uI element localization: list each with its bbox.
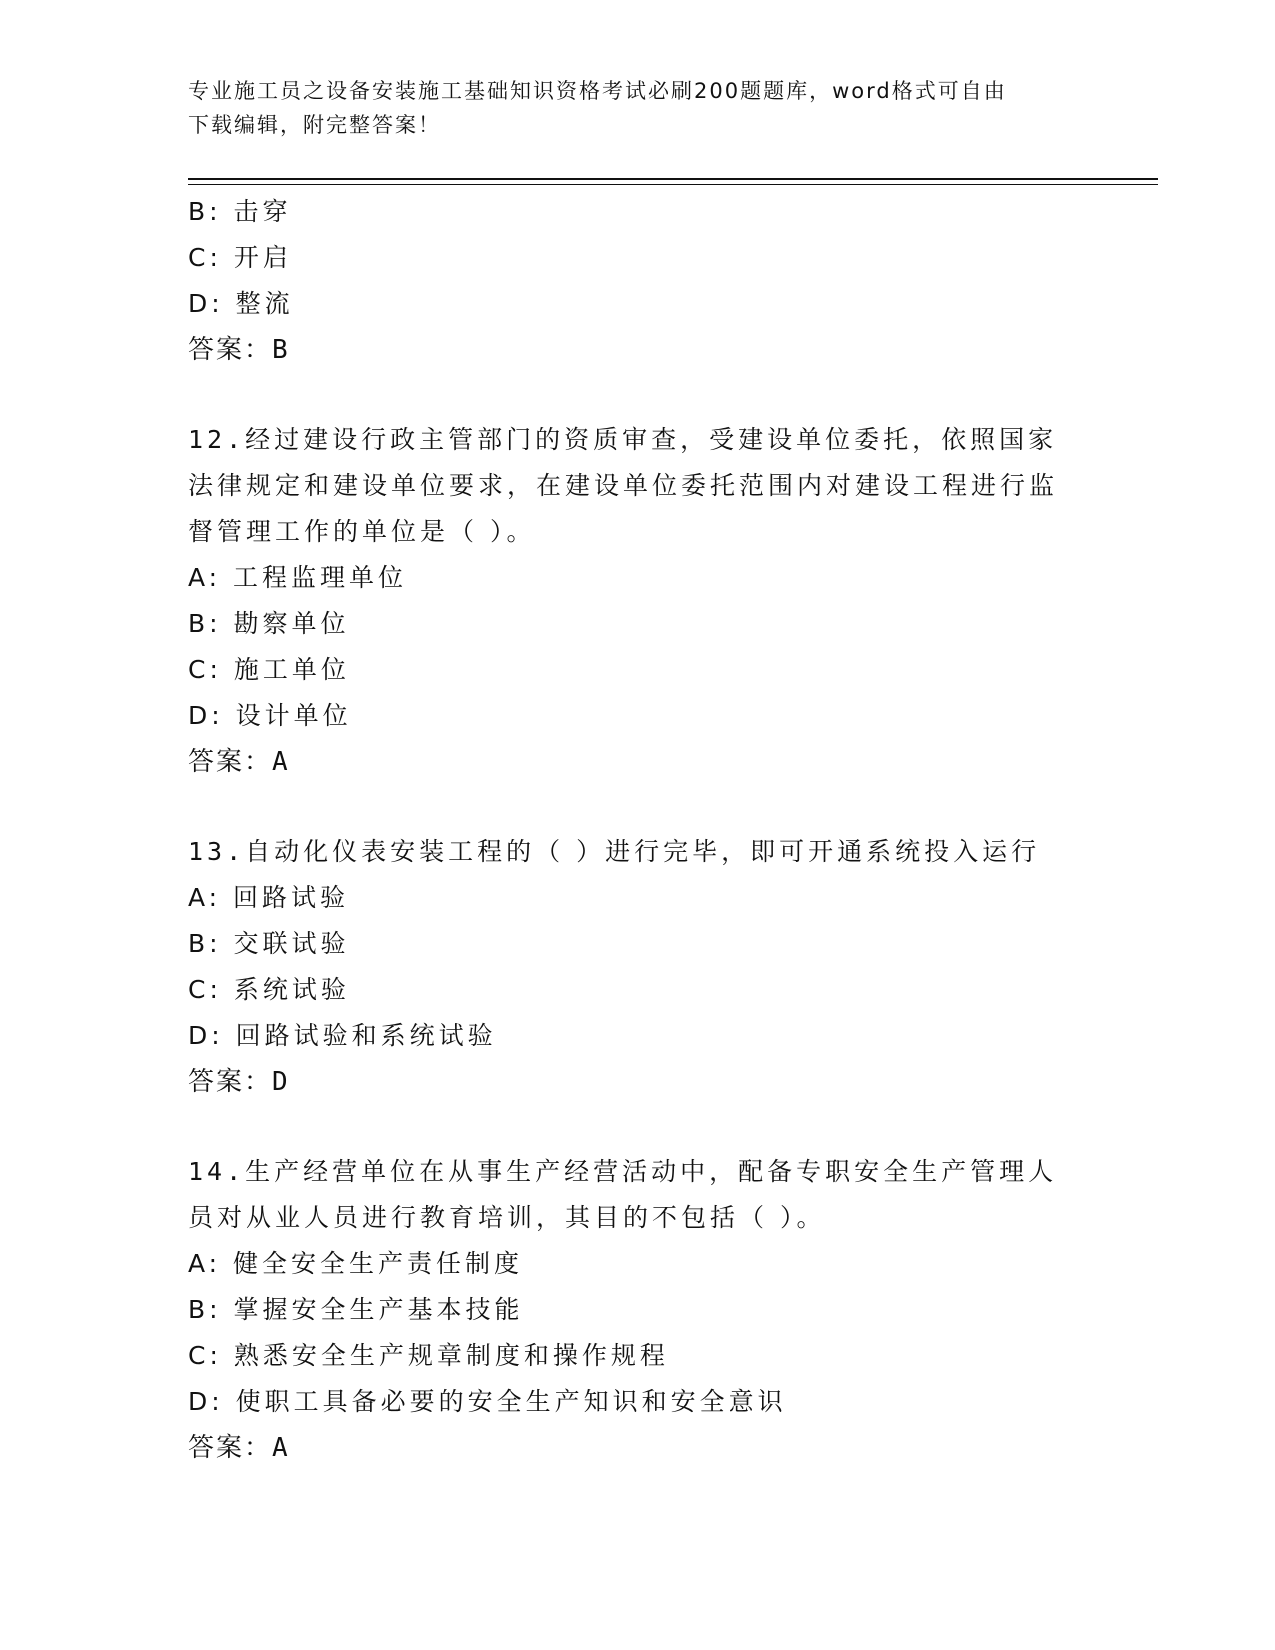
option-d: D: 使职工具备必要的安全生产知识和安全意识 bbox=[188, 1387, 787, 1416]
header-rule-thin bbox=[188, 184, 1158, 185]
spacer bbox=[188, 373, 1108, 417]
question-block-14 bbox=[188, 1149, 1108, 1471]
question-number: 13. bbox=[188, 837, 246, 866]
question-number: 14. bbox=[188, 1157, 246, 1186]
question-stem bbox=[188, 417, 1078, 555]
question-stem bbox=[188, 1149, 1078, 1241]
answer-line: 答案：D bbox=[188, 1067, 290, 1097]
header-line-2: 下载编辑，附完整答案！ bbox=[188, 113, 441, 137]
question-content bbox=[188, 189, 1108, 1471]
option-c: C: 系统试验 bbox=[188, 975, 350, 1004]
header-line-1: 专业施工员之设备安装施工基础知识资格考试必刷200题题库，word格式可自由 bbox=[188, 79, 1007, 103]
option-d: D: 回路试验和系统试验 bbox=[188, 1021, 497, 1050]
document-header bbox=[188, 74, 1068, 142]
option-d: D: 整流 bbox=[188, 289, 294, 318]
option-a: A: 健全安全生产责任制度 bbox=[188, 1249, 524, 1278]
option-b: B: 击穿 bbox=[188, 197, 292, 226]
question-number: 12. bbox=[188, 425, 246, 454]
option-a: A: 回路试验 bbox=[188, 883, 350, 912]
question-text: 经过建设行政主管部门的资质审查，受建设单位委托，依照国家法律规定和建设单位要求，在建设单位委托范围内对建设工程进行监督管理工作的单位是（ ）。 bbox=[188, 425, 1059, 546]
question-block-11 bbox=[188, 189, 1108, 373]
header-rule-thick bbox=[188, 178, 1158, 180]
option-c: C: 熟悉安全生产规章制度和操作规程 bbox=[188, 1341, 669, 1370]
question-text: 生产经营单位在从事生产经营活动中，配备专职安全生产管理人员对从业人员进行教育培训，其目的不包括（ ）。 bbox=[188, 1157, 1058, 1232]
option-d: D: 设计单位 bbox=[188, 701, 352, 730]
question-stem bbox=[188, 829, 1078, 875]
question-text: 自动化仪表安装工程的（ ）进行完毕，即可开通系统投入运行 bbox=[245, 837, 1041, 866]
spacer bbox=[188, 1105, 1108, 1149]
spacer bbox=[188, 785, 1108, 829]
answer-line: 答案：A bbox=[188, 1433, 290, 1463]
option-b: B: 勘察单位 bbox=[188, 609, 350, 638]
question-block-13 bbox=[188, 829, 1108, 1105]
option-c: C: 施工单位 bbox=[188, 655, 350, 684]
answer-line: 答案：B bbox=[188, 335, 290, 365]
question-block-12 bbox=[188, 417, 1108, 785]
answer-line: 答案：A bbox=[188, 747, 290, 777]
option-b: B: 交联试验 bbox=[188, 929, 350, 958]
option-c: C: 开启 bbox=[188, 243, 292, 272]
option-a: A: 工程监理单位 bbox=[188, 563, 408, 592]
option-b: B: 掌握安全生产基本技能 bbox=[188, 1295, 524, 1324]
